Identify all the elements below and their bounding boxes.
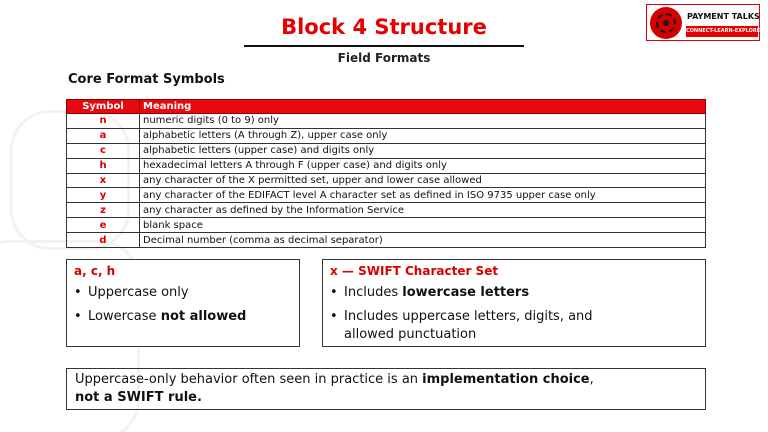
symbol-cell: d — [67, 233, 140, 248]
symbol-cell: c — [67, 143, 140, 158]
bullet-text — [88, 308, 246, 326]
list-item — [330, 308, 593, 344]
meaning-cell: any character of the X permitted set, upper and lower case allowed — [140, 173, 706, 188]
bullet-text — [344, 284, 529, 302]
table-row — [67, 188, 706, 203]
bullet-icon: • — [330, 309, 338, 324]
slide-title: Block 4 Structure — [281, 15, 487, 39]
symbol-cell: h — [67, 158, 140, 173]
uppercase-formats-box — [66, 259, 300, 347]
list-item — [74, 308, 246, 326]
bullet-text-part: Includes — [344, 285, 403, 300]
swift-character-set-box — [322, 259, 706, 347]
implementation-note — [66, 368, 706, 410]
core-symbols-heading: Core Format Symbols — [68, 72, 225, 87]
bullet-text-line: allowed punctuation — [344, 327, 477, 342]
meaning-cell: alphabetic letters (A through Z), upper case only — [140, 128, 706, 143]
table-row — [67, 173, 706, 188]
list-item — [330, 284, 529, 302]
box-heading: x — SWIFT Character Set — [330, 264, 499, 278]
table-header-row — [67, 100, 706, 114]
table-row — [67, 218, 706, 233]
logo-tagline: CONNECT-LEARN-EXPLORE — [686, 26, 758, 37]
logo-name: PAYMENT TALKS — [687, 12, 760, 21]
symbol-cell: n — [67, 114, 140, 129]
box-heading: a, c, h — [74, 264, 116, 278]
meaning-cell: alphabetic letters (upper case) and digits only — [140, 143, 706, 158]
meaning-cell: hexadecimal letters A through F (upper case) and digits only — [140, 158, 706, 173]
bullet-icon: • — [74, 309, 82, 324]
note-emphasis: implementation choice — [422, 372, 590, 387]
payment-talks-logo — [646, 4, 760, 41]
bullet-text-part: Lowercase — [88, 309, 161, 324]
bullet-icon: • — [330, 285, 338, 300]
meaning-cell: blank space — [140, 218, 706, 233]
slide-subtitle: Field Formats — [337, 51, 431, 65]
note-text: , — [589, 372, 594, 387]
table-row — [67, 158, 706, 173]
meaning-cell: Decimal number (comma as decimal separator) — [140, 233, 706, 248]
column-header-meaning: Meaning — [140, 100, 706, 114]
table-row — [67, 233, 706, 248]
bullet-text-emphasis: not allowed — [160, 309, 247, 324]
column-header-symbol: Symbol — [67, 100, 140, 114]
symbol-cell: a — [67, 128, 140, 143]
bullet-icon: • — [74, 285, 82, 300]
title-divider — [244, 45, 524, 47]
table-row — [67, 128, 706, 143]
table-row — [67, 203, 706, 218]
bullet-text-line: Includes uppercase letters, digits, and — [344, 309, 593, 324]
meaning-cell: any character of the EDIFACT level A character set as defined in ISO 9735 upper case only — [140, 188, 706, 203]
symbol-cell: z — [67, 203, 140, 218]
note-text: Uppercase-only behavior often seen in practice is an — [75, 372, 423, 387]
bullet-text: Uppercase only — [88, 285, 189, 300]
bullet-text-emphasis: lowercase letters — [402, 285, 530, 300]
symbol-cell: x — [67, 173, 140, 188]
symbol-cell: y — [67, 188, 140, 203]
symbol-cell: e — [67, 218, 140, 233]
note-emphasis: not a SWIFT rule. — [75, 390, 202, 405]
table-row — [67, 114, 706, 129]
table-row — [67, 143, 706, 158]
logo-emblem-icon — [650, 7, 682, 39]
meaning-cell: any character as defined by the Information Service — [140, 203, 706, 218]
format-symbols-table — [66, 99, 706, 248]
bullet-text — [344, 308, 593, 344]
meaning-cell: numeric digits (0 to 9) only — [140, 114, 706, 129]
list-item — [74, 284, 189, 302]
